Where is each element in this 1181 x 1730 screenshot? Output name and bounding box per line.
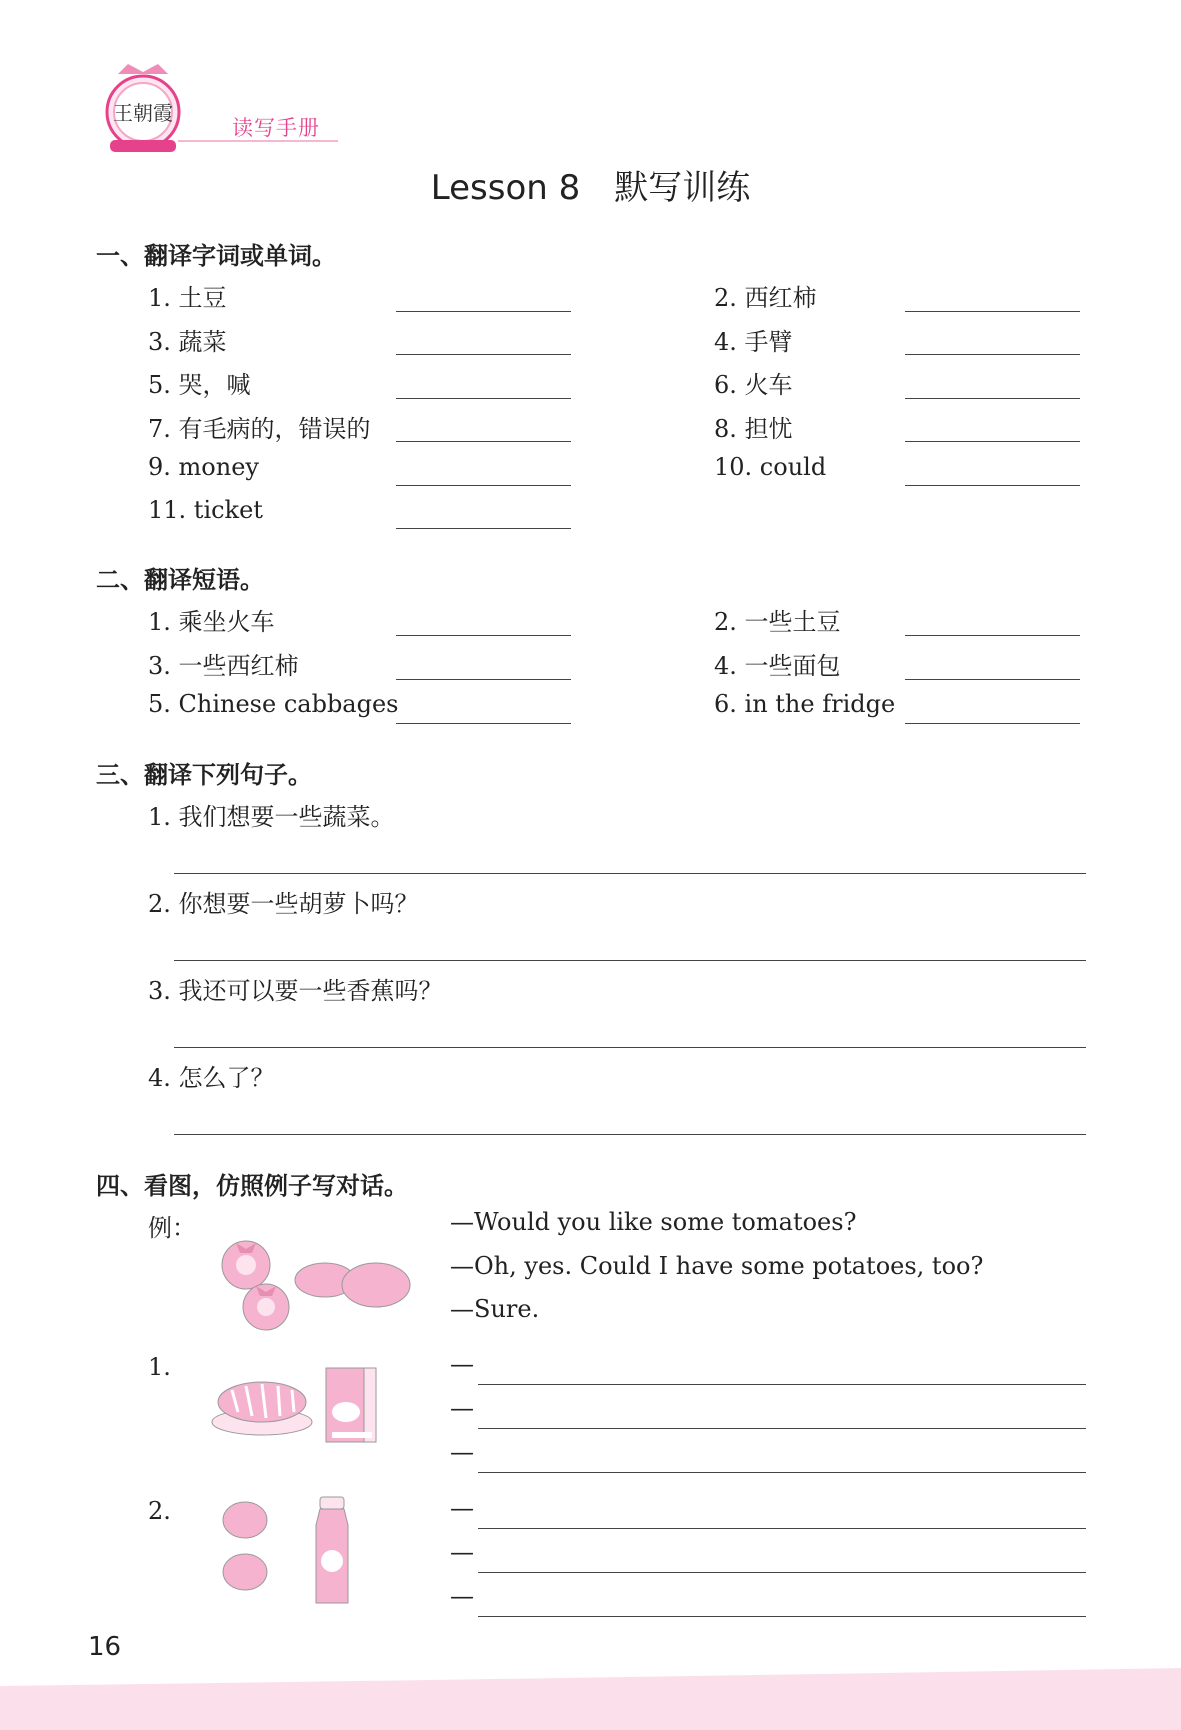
tomato-icon — [222, 1241, 270, 1289]
s2-q1-answer-blank[interactable] — [396, 635, 571, 636]
s3-q3-answer-line[interactable] — [174, 1047, 1086, 1048]
s4-q2-answer-line-3[interactable] — [478, 1616, 1086, 1617]
brand-logo-text: 王朝霞 — [113, 101, 173, 125]
tomatoes-potatoes-picture — [210, 1235, 415, 1335]
s2-q1-label: 1. 乘坐火车 — [148, 608, 275, 636]
header-divider — [178, 140, 338, 142]
section2-heading: 二、翻译短语。 — [96, 566, 264, 594]
page-number: 16 — [88, 1632, 122, 1662]
s1-q3-answer-blank[interactable] — [396, 354, 571, 355]
s2-q6-answer-blank[interactable] — [905, 723, 1080, 724]
egg-icon — [223, 1502, 267, 1538]
s1-q1-label: 1. 土豆 — [148, 284, 227, 312]
s4-q2-dash-1: — — [450, 1494, 474, 1522]
s2-q2-answer-blank[interactable] — [905, 635, 1080, 636]
s2-q4-answer-blank[interactable] — [905, 679, 1080, 680]
example-dialog-line-2: —Oh, yes. Could I have some potatoes, too? — [450, 1252, 984, 1280]
s4-q1-answer-line-1[interactable] — [478, 1384, 1086, 1385]
s4-q1-dash-1: — — [450, 1350, 474, 1378]
bread-icon — [212, 1382, 312, 1435]
s1-q9-answer-blank[interactable] — [396, 485, 571, 486]
milk-carton-icon — [326, 1368, 376, 1442]
s3-q2-label: 2. 你想要一些胡萝卜吗？ — [148, 890, 419, 918]
s2-q2-label: 2. 一些土豆 — [714, 608, 841, 636]
s3-q1-answer-line[interactable] — [174, 873, 1086, 874]
s2-q5-answer-blank[interactable] — [396, 723, 571, 724]
s3-q1-label: 1. 我们想要一些蔬菜。 — [148, 803, 395, 831]
s4-q2-answer-line-2[interactable] — [478, 1572, 1086, 1573]
s1-q6-label: 6. 火车 — [714, 371, 793, 399]
s3-q4-label: 4. 怎么了？ — [148, 1064, 275, 1092]
brand-logo — [88, 62, 198, 162]
s2-q3-answer-blank[interactable] — [396, 679, 571, 680]
s4-q1-label: 1. — [148, 1353, 171, 1381]
s1-q2-label: 2. 西红柿 — [714, 284, 817, 312]
s1-q7-answer-blank[interactable] — [396, 441, 571, 442]
s1-q9-label: 9. money — [148, 453, 259, 481]
example-dialog-line-1: —Would you like some tomatoes? — [450, 1208, 857, 1236]
s4-q2-dash-2: — — [450, 1538, 474, 1566]
example-label: 例： — [148, 1214, 196, 1242]
book-series-title: 读写手册 — [232, 116, 320, 140]
footer-band — [0, 1660, 1181, 1730]
tomato-icon — [243, 1284, 289, 1330]
s2-q3-label: 3. 一些西红柿 — [148, 652, 299, 680]
s1-q5-answer-blank[interactable] — [396, 398, 571, 399]
s4-q1-dash-2: — — [450, 1394, 474, 1422]
s4-q1-answer-line-3[interactable] — [478, 1472, 1086, 1473]
s4-q2-dash-3: — — [450, 1582, 474, 1610]
s1-q10-label: 10. could — [714, 453, 827, 481]
s1-q1-answer-blank[interactable] — [396, 311, 571, 312]
s4-q1-answer-line-2[interactable] — [478, 1428, 1086, 1429]
s1-q8-answer-blank[interactable] — [905, 441, 1080, 442]
s1-q4-label: 4. 手臂 — [714, 328, 793, 356]
s3-q2-answer-line[interactable] — [174, 960, 1086, 961]
s1-q5-label: 5. 哭，喊 — [148, 371, 251, 399]
s1-q10-answer-blank[interactable] — [905, 485, 1080, 486]
s1-q7-label: 7. 有毛病的，错误的 — [148, 415, 371, 443]
s1-q8-label: 8. 担忧 — [714, 415, 793, 443]
s3-q4-answer-line[interactable] — [174, 1134, 1086, 1135]
s1-q11-label: 11. ticket — [148, 496, 263, 524]
milk-bottle-icon — [316, 1497, 348, 1603]
eggs-milk-picture — [210, 1495, 405, 1610]
section4-heading: 四、看图，仿照例子写对话。 — [96, 1172, 408, 1200]
s2-q6-label: 6. in the fridge — [714, 690, 896, 718]
s3-q3-label: 3. 我还可以要一些香蕉吗？ — [148, 977, 443, 1005]
s4-q2-label: 2. — [148, 1497, 171, 1525]
s1-q4-answer-blank[interactable] — [905, 354, 1080, 355]
section1-heading: 一、翻译字词或单词。 — [96, 242, 336, 270]
egg-icon — [223, 1554, 267, 1590]
s2-q4-label: 4. 一些面包 — [714, 652, 841, 680]
section3-heading: 三、翻译下列句子。 — [96, 761, 312, 789]
page-title: Lesson 8 默写训练 — [430, 168, 751, 208]
example-dialog-line-3: —Sure. — [450, 1295, 540, 1323]
s1-q6-answer-blank[interactable] — [905, 398, 1080, 399]
bread-milk-picture — [210, 1360, 405, 1450]
s4-q2-answer-line-1[interactable] — [478, 1528, 1086, 1529]
s1-q3-label: 3. 蔬菜 — [148, 328, 227, 356]
s2-q5-label: 5. Chinese cabbages — [148, 690, 399, 718]
s1-q2-answer-blank[interactable] — [905, 311, 1080, 312]
s1-q11-answer-blank[interactable] — [396, 528, 571, 529]
s4-q1-dash-3: — — [450, 1438, 474, 1466]
potato-icon — [342, 1263, 410, 1307]
